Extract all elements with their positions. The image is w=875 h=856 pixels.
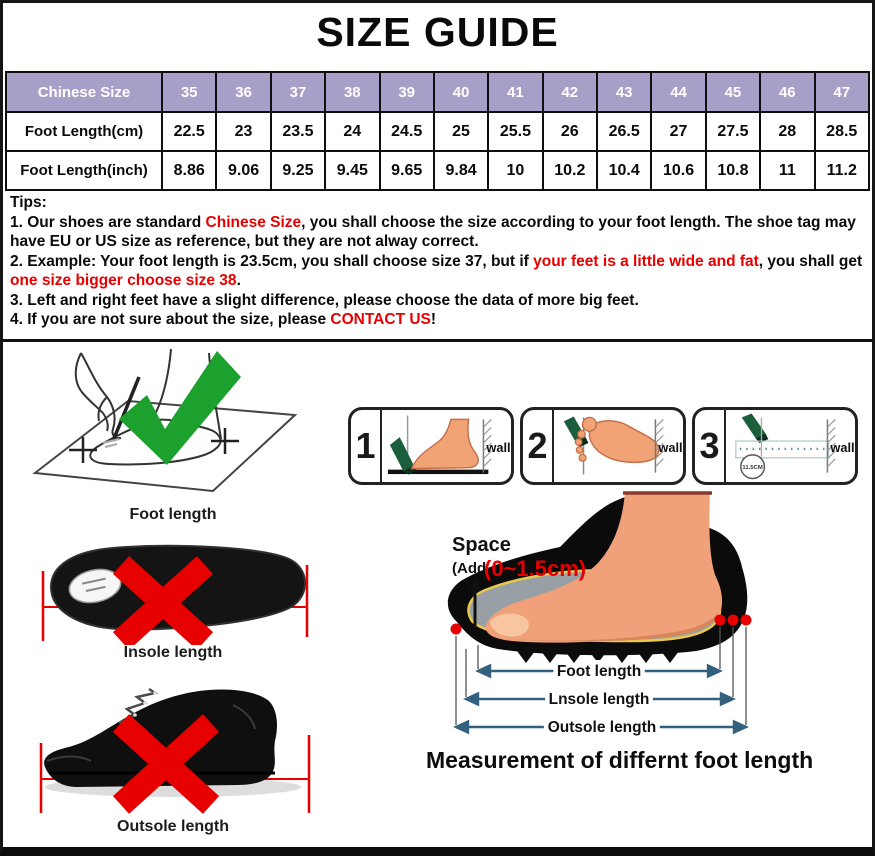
marker-icon — [390, 437, 414, 471]
step-number: 1 — [351, 410, 382, 482]
step1-art — [382, 410, 511, 482]
space-label: Space — [452, 534, 511, 556]
step-panel-1 — [348, 407, 514, 485]
diagram-outsole-length-label: Outsole length — [547, 719, 657, 736]
step3-art — [726, 410, 855, 482]
row-label-cm: Foot Length(cm) — [6, 112, 162, 151]
size-header-cell: 45 — [706, 72, 760, 112]
size-cm-cell: 28.5 — [815, 112, 870, 151]
foot-length-label: Foot length — [129, 506, 217, 523]
size-cm-cell: 27.5 — [706, 112, 760, 151]
measurement-circle — [741, 455, 765, 479]
size-inch-cell: 10.6 — [651, 151, 705, 190]
size-inch-cell: 9.25 — [271, 151, 325, 190]
measurement-steps — [348, 407, 858, 485]
size-table-row-inch — [6, 151, 869, 190]
size-cm-cell: 24.5 — [380, 112, 434, 151]
size-inch-cell: 10 — [488, 151, 542, 190]
foot-tracing-illustration — [23, 343, 323, 503]
size-table-row-cm — [6, 112, 869, 151]
size-cm-cell: 23.5 — [271, 112, 325, 151]
size-cm-cell: 26 — [543, 112, 597, 151]
tip-line: 1. Our shoes are standard Chinese Size, you shall choose the size according to your foot length. The shoe tag may have EU or US size as reference, but they are not alway correct. — [10, 213, 856, 250]
size-inch-cell: 9.06 — [216, 151, 270, 190]
size-header-cell: 46 — [760, 72, 814, 112]
size-header-cell: 39 — [380, 72, 434, 112]
diagram-caption: Measurement of differnt foot length — [426, 747, 814, 773]
footprint — [575, 417, 658, 462]
size-cm-cell: 24 — [325, 112, 379, 151]
wall-label: wall — [486, 439, 511, 455]
size-header-cell: 35 — [162, 72, 216, 112]
diagram-insole-length-label: Lnsole length — [548, 691, 650, 708]
foot-in-shoe-diagram — [428, 489, 875, 747]
size-inch-cell: 10.8 — [706, 151, 760, 190]
diagram-foot-length-label: Foot length — [556, 663, 642, 680]
foot-side-view — [412, 419, 479, 468]
size-cm-cell: 22.5 — [162, 112, 216, 151]
outsole-length-label: Outsole length — [117, 818, 229, 835]
size-inch-cell: 8.86 — [162, 151, 216, 190]
tip-line: 3. Left and right feet have a slight difference, please choose the data of more big feet. — [10, 291, 639, 309]
size-inch-cell: 9.84 — [434, 151, 488, 190]
insole-length-label: Insole length — [123, 644, 223, 661]
step-panel-2 — [520, 407, 686, 485]
size-table-corner-header: Chinese Size — [6, 72, 162, 112]
step2-art — [554, 410, 683, 482]
size-cm-cell: 27 — [651, 112, 705, 151]
size-table — [5, 71, 870, 191]
size-header-cell: 37 — [271, 72, 325, 112]
size-inch-cell: 10.2 — [543, 151, 597, 190]
step-number: 2 — [523, 410, 554, 482]
size-cm-cell: 26.5 — [597, 112, 651, 151]
size-inch-cell: 9.65 — [380, 151, 434, 190]
size-inch-cell: 11.2 — [815, 151, 870, 190]
size-header-cell: 42 — [543, 72, 597, 112]
size-header-cell: 38 — [325, 72, 379, 112]
tips-section — [10, 193, 871, 330]
insole-illustration — [23, 529, 323, 645]
size-table-header-row — [6, 72, 869, 112]
add-label: (Add — [452, 560, 487, 577]
section-divider — [3, 339, 872, 342]
size-header-cell: 41 — [488, 72, 542, 112]
page-title: SIZE GUIDE — [316, 9, 559, 55]
size-header-cell: 44 — [651, 72, 705, 112]
size-inch-cell: 10.4 — [597, 151, 651, 190]
tips-heading: Tips: — [10, 194, 47, 211]
size-inch-cell: 11 — [760, 151, 814, 190]
circle-value: 11.5CM — [742, 465, 763, 472]
size-header-cell: 43 — [597, 72, 651, 112]
wall-label: wall — [658, 439, 683, 455]
size-cm-cell: 23 — [216, 112, 270, 151]
size-header-cell: 40 — [434, 72, 488, 112]
row-label-inch: Foot Length(inch) — [6, 151, 162, 190]
size-header-cell: 47 — [815, 72, 870, 112]
size-cm-cell: 28 — [760, 112, 814, 151]
step-panel-3 — [692, 407, 858, 485]
sneaker-illustration — [23, 665, 323, 817]
size-inch-cell: 9.45 — [325, 151, 379, 190]
space-range-label: (0~1.5cm) — [484, 556, 587, 581]
step-number: 3 — [695, 410, 726, 482]
size-header-cell: 36 — [216, 72, 270, 112]
tip-line: 2. Example: Your foot length is 23.5cm, you shall choose size 37, but if your feet is a little wide and fat, you shall get one size bigger choose size 38. — [10, 252, 863, 289]
wall-label: wall — [830, 439, 855, 455]
size-cm-cell: 25.5 — [488, 112, 542, 151]
tip-line: 4. If you are not sure about the size, please CONTACT US! — [10, 311, 437, 328]
size-cm-cell: 25 — [434, 112, 488, 151]
